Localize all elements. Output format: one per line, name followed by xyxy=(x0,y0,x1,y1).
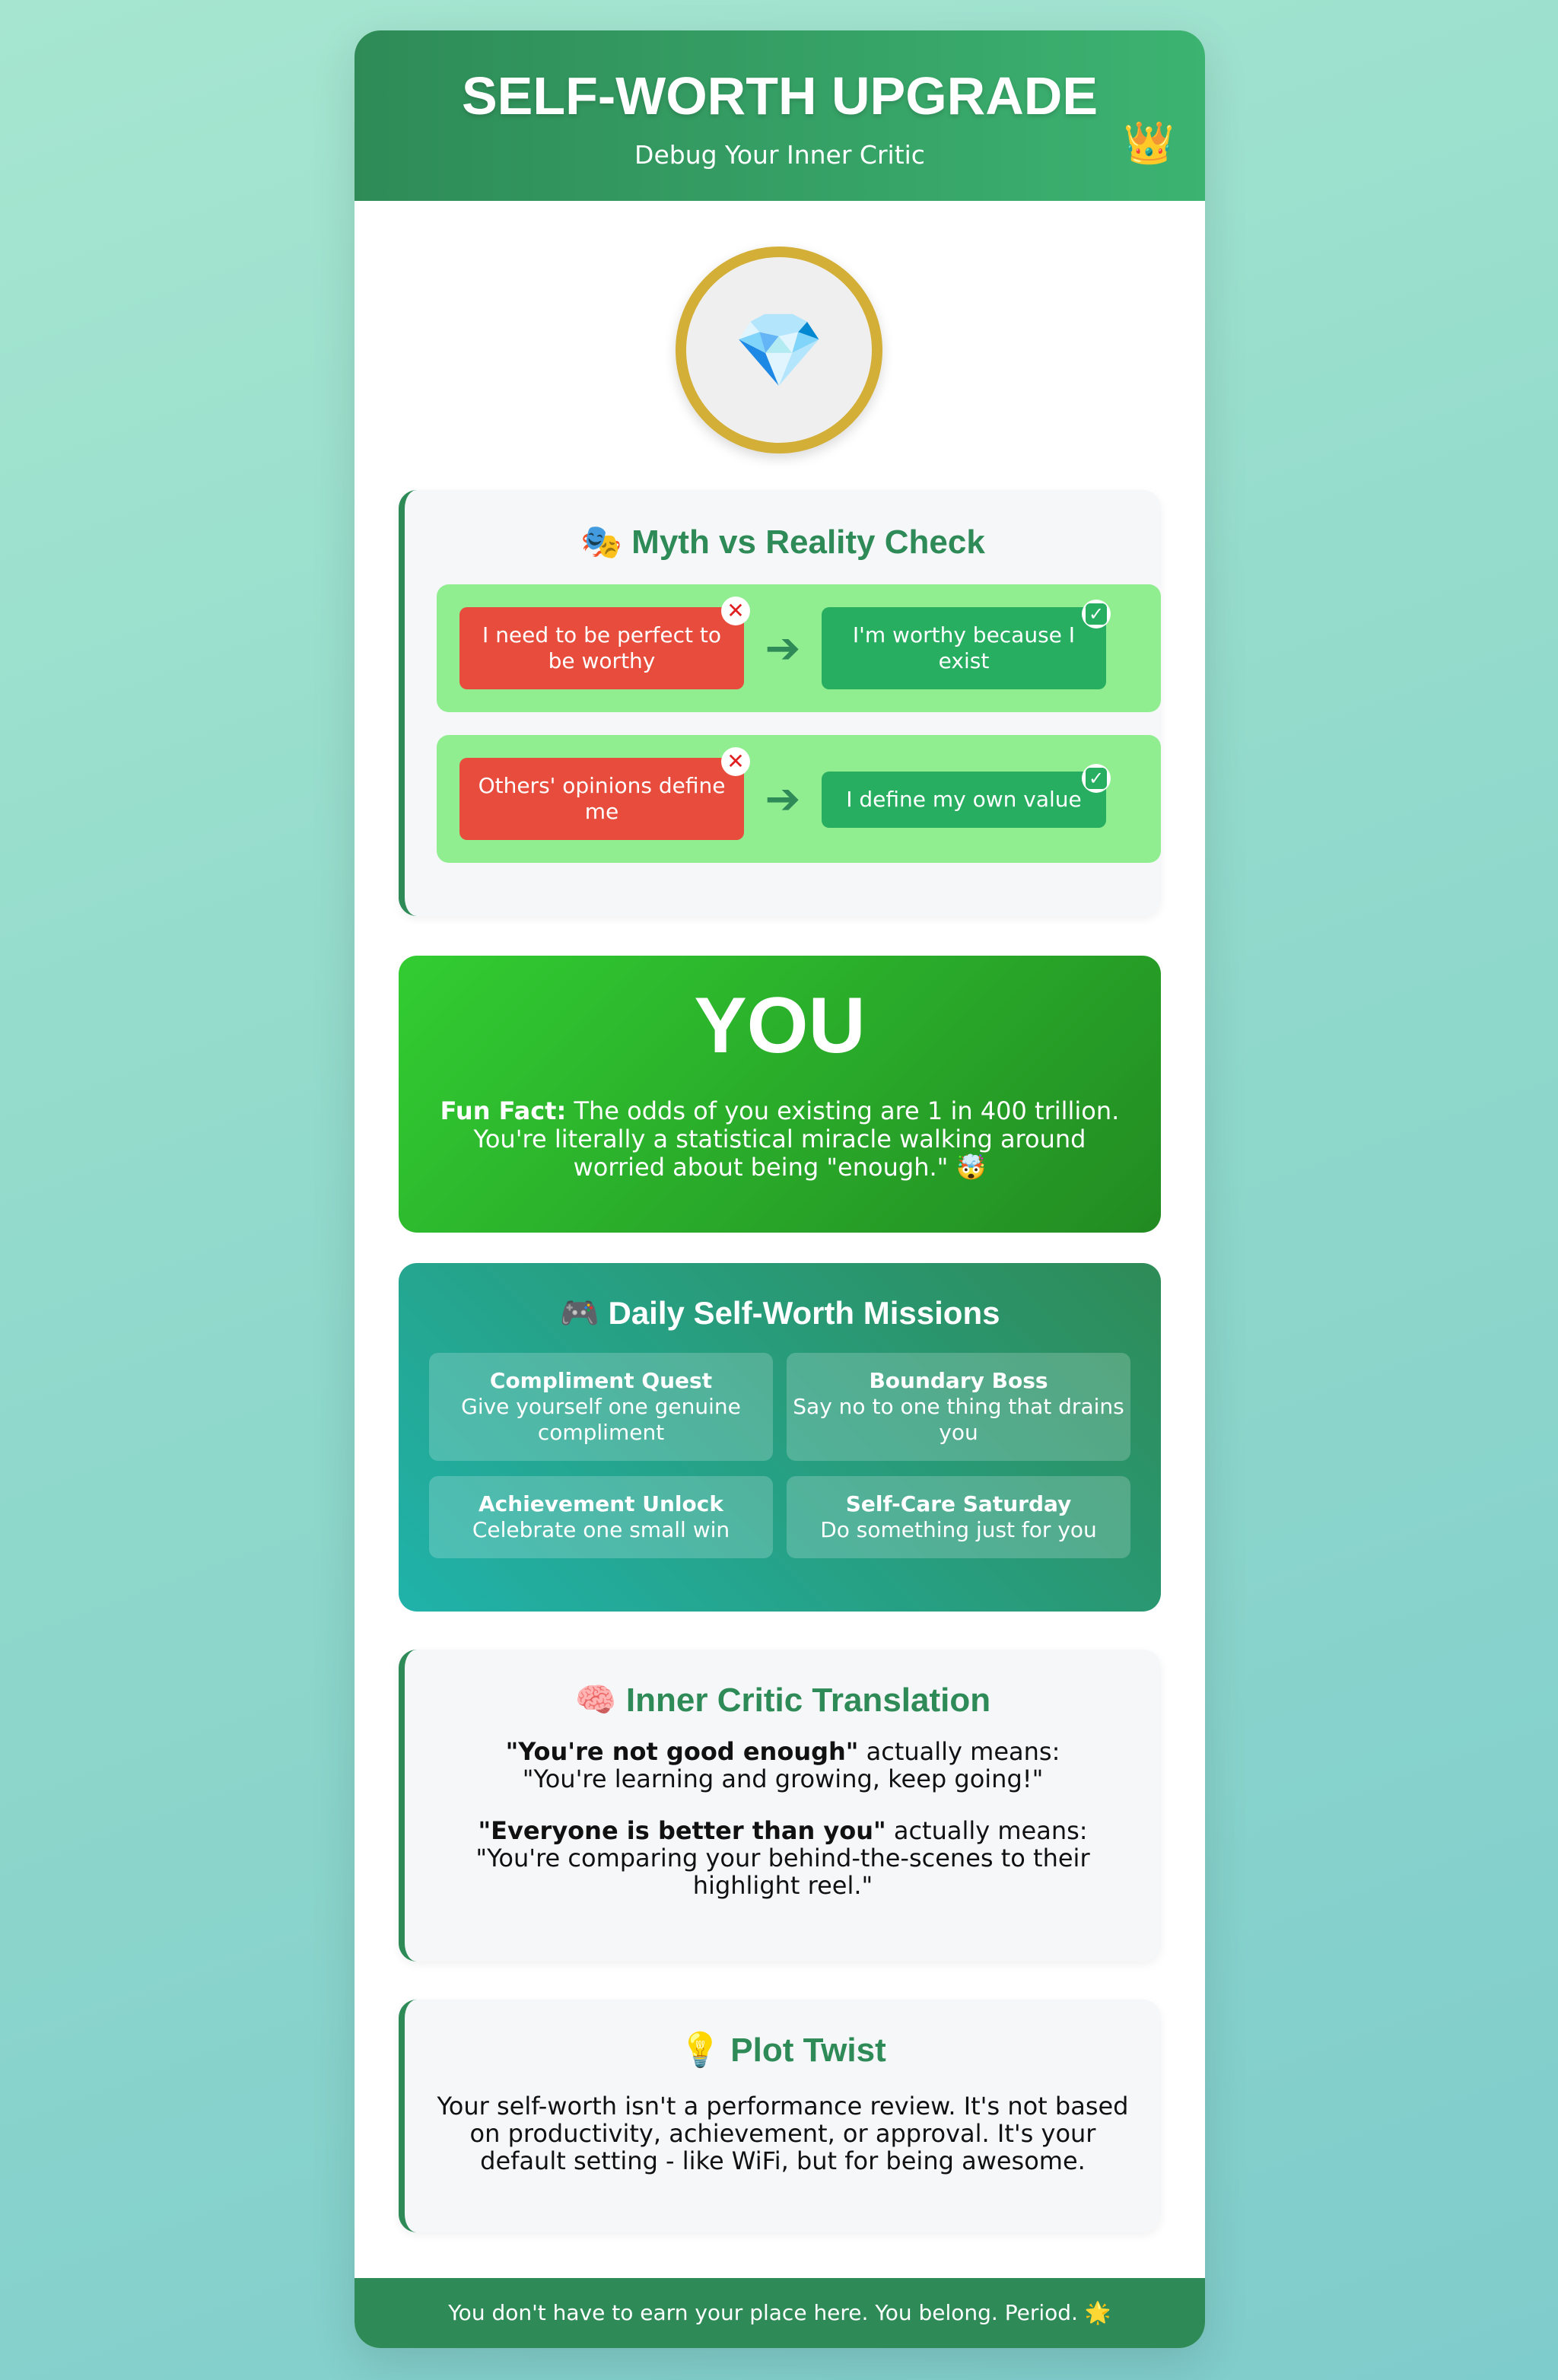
arrow-right-icon: ➔ xyxy=(765,624,801,673)
cross-icon: ✕ xyxy=(721,747,750,776)
truth-quote: "You're comparing your behind-the-scenes to their highlight reel." xyxy=(475,1844,1090,1900)
myth-pill: I need to be perfect to be worthy xyxy=(459,607,744,689)
mission-desc: Do something just for you xyxy=(820,1517,1097,1542)
you-headline: YOU xyxy=(694,982,866,1070)
cross-icon: ✕ xyxy=(721,597,750,625)
mission-desc: Give yourself one genuine compliment xyxy=(461,1394,741,1445)
mission-desc: Say no to one thing that drains you xyxy=(793,1394,1124,1445)
mission-name: Compliment Quest xyxy=(489,1368,713,1393)
translation-panel xyxy=(399,1650,1161,1962)
translation-title: 🧠 Inner Critic Translation xyxy=(574,1682,991,1719)
check-icon: ✓ xyxy=(1082,600,1111,628)
mission-name: Self-Care Saturday xyxy=(845,1491,1072,1516)
means-label: actually means: xyxy=(858,1737,1060,1766)
means-label: actually means: xyxy=(886,1816,1088,1845)
gem-icon: 💎 xyxy=(733,307,825,393)
fun-fact-label: Fun Fact: xyxy=(440,1096,567,1125)
footer: You don't have to earn your place here. You belong. Period. 🌟 xyxy=(355,2278,1205,2348)
page-subtitle: Debug Your Inner Critic xyxy=(634,140,925,170)
translation-item xyxy=(435,1738,1130,1793)
plot-twist-text: Your self-worth isn't a performance review. It's not based on productivity, achievement, or approval. It's your default setting - like WiFi, but for being awesome. xyxy=(437,2092,1129,2175)
myth-reality-panel xyxy=(399,490,1161,916)
you-card xyxy=(399,956,1161,1233)
myth-pill: Others' opinions define me xyxy=(459,758,744,840)
check-icon: ✓ xyxy=(1082,764,1111,793)
truth-quote: "You're learning and growing, keep going!" xyxy=(522,1764,1044,1793)
reality-pill: I'm worthy because I exist xyxy=(822,607,1106,689)
mission-card[interactable] xyxy=(429,1353,773,1461)
plot-twist-title: 💡 Plot Twist xyxy=(679,2032,886,2069)
header xyxy=(355,30,1205,201)
missions-title: 🎮 Daily Self-Worth Missions xyxy=(559,1295,1000,1331)
mission-desc: Celebrate one small win xyxy=(472,1517,730,1542)
missions-panel xyxy=(399,1263,1161,1612)
myth-reality-title: 🎭 Myth vs Reality Check xyxy=(580,523,985,561)
fun-fact-text: The odds of you existing are 1 in 400 trillion. You're literally a statistical miracle walking around worried about being "enough." 🤯 xyxy=(473,1096,1120,1182)
arrow-right-icon: ➔ xyxy=(765,775,801,824)
mission-card[interactable] xyxy=(787,1476,1130,1558)
mission-name: Achievement Unlock xyxy=(479,1491,723,1516)
plot-twist-panel xyxy=(399,2000,1161,2232)
fun-fact xyxy=(426,1097,1134,1182)
critic-quote: "You're not good enough" xyxy=(505,1737,859,1766)
mission-name: Boundary Boss xyxy=(869,1368,1048,1393)
reality-pill: I define my own value xyxy=(822,772,1106,828)
critic-quote: "Everyone is better than you" xyxy=(478,1816,886,1845)
myth-row xyxy=(437,735,1161,863)
gem-avatar xyxy=(676,247,882,453)
page-title: SELF-WORTH UPGRADE xyxy=(461,66,1099,126)
mission-card[interactable] xyxy=(429,1476,773,1558)
main-card xyxy=(355,30,1205,2348)
translation-item xyxy=(435,1817,1130,1899)
mission-card[interactable] xyxy=(787,1353,1130,1461)
myth-row xyxy=(437,584,1161,712)
crown-icon: 👑 xyxy=(1123,119,1175,167)
